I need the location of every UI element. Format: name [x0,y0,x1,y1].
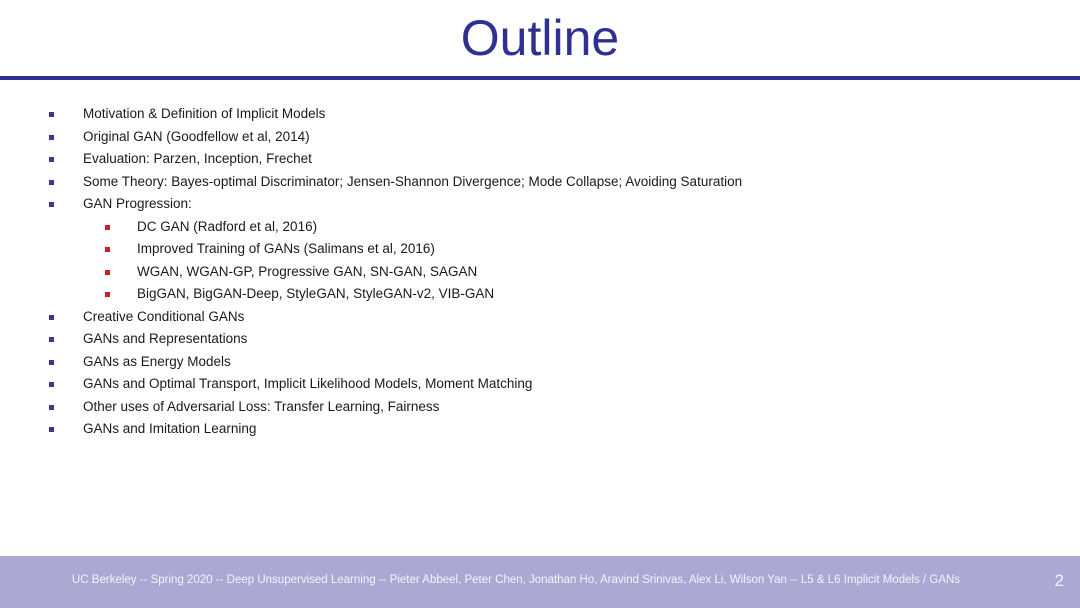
square-bullet-icon [49,315,54,320]
sub-list-item-text: WGAN, WGAN-GP, Progressive GAN, SN-GAN, SAGAN [137,263,478,279]
slide-title: Outline [460,10,620,66]
list-item [0,396,1000,419]
sub-list-item [0,238,1000,261]
list-item-text: GANs and Representations [83,331,248,346]
list-item [0,193,1000,216]
list-item-text: Original GAN (Goodfellow et al, 2014) [83,128,310,144]
sub-list-item-text: Improved Training of GANs (Salimans et al, 2016) [137,241,435,256]
sub-list-item-text: BigGAN, BigGAN-Deep, StyleGAN, StyleGAN-v2, VIB-GAN [137,286,495,301]
square-bullet-icon [49,360,54,365]
list-item-text: Other uses of Adversarial Loss: Transfer Learning, Fairness [83,398,440,414]
red-square-bullet-icon [105,247,110,252]
list-item [0,171,1000,194]
list-item-text: Motivation & Definition of Implicit Models [83,106,326,121]
square-bullet-icon [49,337,54,342]
square-bullet-icon [49,135,54,140]
square-bullet-icon [49,180,54,185]
list-item-text: GAN Progression: [83,196,192,211]
sub-list-item [0,216,1000,239]
title-divider [0,76,1080,80]
list-item-text: Some Theory: Bayes-optimal Discriminator; Jensen-Shannon Divergence; Mode Collapse; Avoiding Saturation [83,173,743,189]
red-square-bullet-icon [105,225,110,230]
list-item-text: GANs as Energy Models [83,353,231,369]
square-bullet-icon [49,202,54,207]
square-bullet-icon [49,427,54,432]
square-bullet-icon [49,112,54,117]
sub-list-item-text: DC GAN (Radford et al, 2016) [137,218,318,234]
red-square-bullet-icon [105,292,110,297]
list-item [0,373,1000,396]
footer-bar [0,556,1080,608]
list-item [0,126,1000,149]
list-item-text: Evaluation: Parzen, Inception, Frechet [83,151,312,166]
list-item [0,328,1000,351]
red-square-bullet-icon [105,270,110,275]
list-item [0,103,1000,126]
sub-list-item [0,261,1000,284]
list-item [0,148,1000,171]
list-item [0,351,1000,374]
square-bullet-icon [49,157,54,162]
list-item [0,418,1000,441]
square-bullet-icon [49,405,54,410]
list-item-text: Creative Conditional GANs [83,308,245,324]
sub-list-item [0,283,1000,306]
footer-text: UC Berkeley -- Spring 2020 -- Deep Unsupervised Learning -- Pieter Abbeel, Peter Chen, Jonathan Ho, Aravind Srinivas, Alex Li, Wilson Yan -- L5 & L6 Implicit Models / GANs [72,574,961,586]
list-item-text: GANs and Imitation Learning [83,421,257,436]
square-bullet-icon [49,382,54,387]
page-number: 2 [1054,571,1064,590]
outline-list [0,103,1000,441]
list-item [0,306,1000,329]
list-item-text: GANs and Optimal Transport, Implicit Likelihood Models, Moment Matching [83,376,533,391]
